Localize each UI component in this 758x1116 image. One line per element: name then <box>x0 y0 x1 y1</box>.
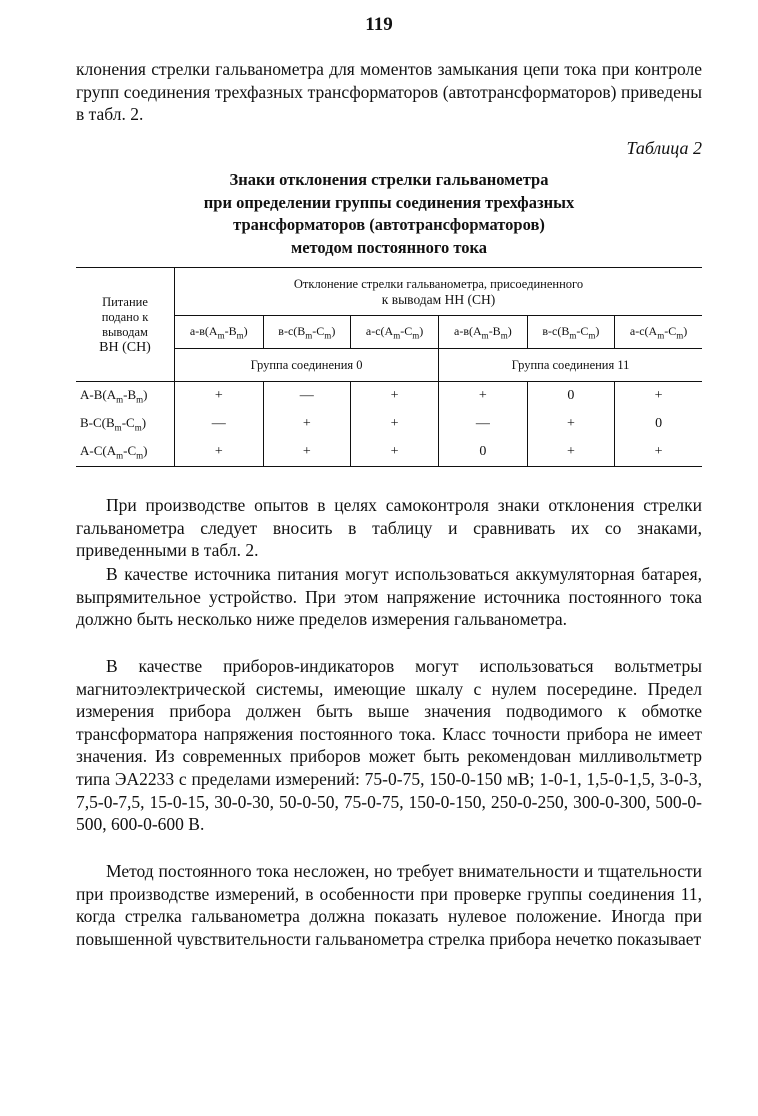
table-title-line: при определении группы соединения трехфазных <box>203 192 575 212</box>
supply-terminals-header: Питание подано к выводам ВН (СН) <box>76 268 175 382</box>
table-cell: + <box>439 382 528 411</box>
body-paragraph-indicators: В качестве приборов-индикаторов могут использоваться вольтметры магнитоэлектрической системы, имеющие шкалу с нулем посередине. Предел измерения прибора должен быть выше значения подводимого к обмотке трансформатора напряжения постоянного тока. Класс точности прибора не имеет значения. Из современных приборов может быть рекомендован милливольтметр типа ЭА2233 с пределами измерений: 75-0-75, 150-0-150 мВ; 1-0-1, 1,5-0-1,5, 3-0-3, 7,5-0-7,5, 15-0-15, 30-0-30, 50-0-50, 75-0-75, 150-0-150, 250-0-250, 300-0-300, 500-0-500, 600-0-600 В. <box>76 656 702 835</box>
group-header-0: Группа соединения 0 <box>175 349 439 382</box>
table-caption: Таблица 2 <box>626 138 702 158</box>
table-cell: 0 <box>655 416 663 431</box>
row-label: $В-С(В_m-С_m)$ <box>76 410 175 438</box>
table-cell: + <box>654 388 663 403</box>
table-title-line: методом постоянного тока <box>290 237 488 257</box>
column-header: $в-с(В_m-С_m)$ <box>263 316 351 349</box>
page-number: 119 <box>365 14 393 35</box>
intro-paragraph: клонения стрелки гальванометра для моментов замыкания цепи тока при контроле групп соединения трехфазных трансформаторов (автотрансформаторов) приведены в табл. 2. <box>76 59 702 125</box>
column-header: $а-в(А_m-В_m)$ <box>439 316 528 349</box>
table-cell: 0 <box>439 438 528 467</box>
table-cell: + <box>615 438 702 467</box>
column-header: $а-с(А_m-С_m)$ <box>615 316 702 349</box>
group-header-11: Группа соединения 11 <box>439 349 702 382</box>
table-row <box>76 438 702 467</box>
table-title <box>100 169 678 259</box>
table-row <box>76 410 702 438</box>
table-row <box>76 382 702 411</box>
table-cell: + <box>351 382 439 411</box>
deflection-signs-table <box>76 267 702 467</box>
table-title-line: Знаки отклонения стрелки гальванометра <box>229 170 549 189</box>
table-title-line: трансформаторов (автотрансформаторов) <box>233 215 545 234</box>
table-cell: + <box>263 438 351 467</box>
row-label: $А-В(А_m-В_m)$ <box>76 382 175 411</box>
table-cell: + <box>175 382 264 411</box>
row-label: $А-С(А_m-С_m)$ <box>76 438 175 467</box>
table-cell: + <box>527 410 615 438</box>
table-cell: — <box>175 410 264 438</box>
body-paragraph-power-source: В качестве источника питания могут использоваться аккумуляторная батарея, выпрямительное устройство. При этом напряжение источника постоянного тока должно быть несколько ниже пределов измерения гальванометра. <box>76 564 702 630</box>
table-cell: — <box>263 382 351 411</box>
table-cell: + <box>351 438 439 467</box>
table-cell: + <box>351 410 439 438</box>
deflection-header: Отклонение стрелки гальванометра, присоединенного к выводам НН (СН) <box>175 268 703 316</box>
column-header: $в-с(В_m-С_m)$ <box>527 316 615 349</box>
table-cell: + <box>263 410 351 438</box>
table-cell: — <box>439 410 528 438</box>
table-cell: 0 <box>527 382 615 411</box>
body-paragraph-method: Метод постоянного тока несложен, но требует внимательности и тщательности при производстве измерений, в особенности при проверке группы соединения 11, когда стрелка гальванометра должна показать нулевое положение. Иногда при повышенной чувствительности гальванометра стрелка прибора нечетко показывает <box>76 861 702 949</box>
body-paragraph-self-check: При производстве опытов в целях самоконтроля знаки отклонения стрелки гальванометра следует вносить в таблицу и сравнивать их со знаками, приведенными в табл. 2. <box>76 495 702 561</box>
table-cell: + <box>175 438 264 467</box>
column-header: $а-с(А_m-С_m)$ <box>351 316 439 349</box>
table-cell: + <box>527 438 615 467</box>
column-header: $а-в(А_m-В_m)$ <box>175 316 264 349</box>
